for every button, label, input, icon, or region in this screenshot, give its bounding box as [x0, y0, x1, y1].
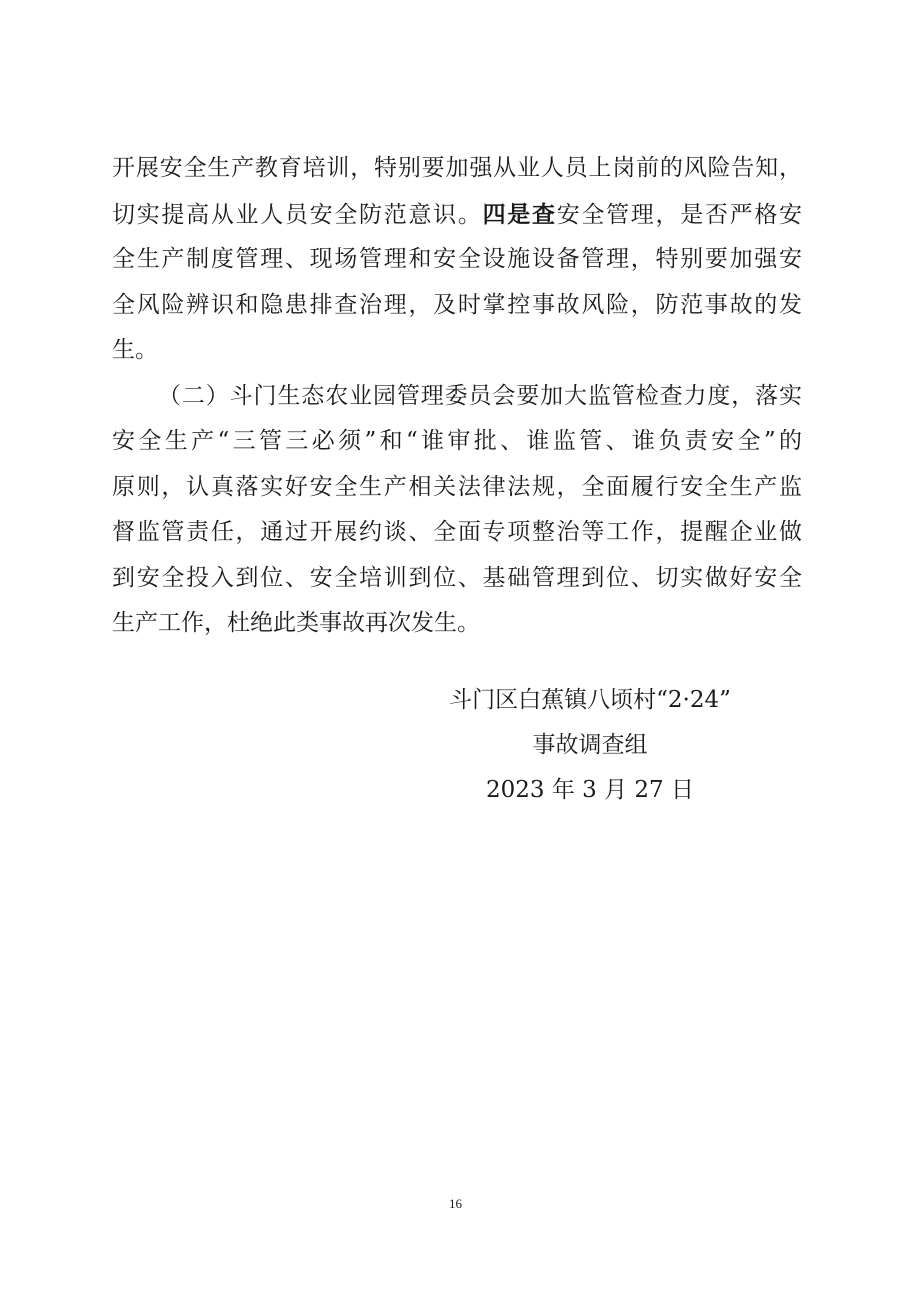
- paragraph-1-line-1: [112, 146, 802, 192]
- text-segment: 安全生产“三管三必须”和“谁审批、谁监管、谁负责安全”的: [112, 428, 806, 454]
- text-segment: 安全管理，是否严格安: [556, 201, 804, 228]
- paragraph-2-line-4: [112, 510, 802, 556]
- paragraph-2-line-3: [112, 465, 802, 511]
- paragraph-2-line-2: [112, 419, 806, 465]
- paragraph-1-line-4: [112, 283, 802, 329]
- text-segment: 到安全投入到位、安全培训到位、基础管理到位、切实做好安全: [112, 564, 804, 591]
- paragraph-1-line-3: [112, 237, 802, 283]
- signature-org-line-1: 斗门区白蕉镇八顷村“2·24”: [449, 687, 731, 713]
- text-segment: （二）斗门生态农业园管理委员会要加大监管检查力度，落实: [158, 382, 803, 409]
- text-segment: 全生产制度管理、现场管理和安全设施设备管理，特别要加强安: [112, 246, 804, 272]
- paragraph-2-line-5: [112, 556, 802, 602]
- text-segment: 切实提高从业人员安全防范意识。: [112, 201, 483, 228]
- text-segment: 生。: [112, 337, 158, 363]
- text-segment: 全风险辨识和隐患排查治理，及时掌控事故风险，防范事故的发: [112, 291, 804, 318]
- paragraph-1-line-5: [112, 328, 802, 374]
- paragraph-2-line-6: [112, 601, 802, 647]
- page-number: 16: [449, 1196, 462, 1211]
- bold-emphasis: 四是查: [482, 200, 557, 228]
- paragraph-1-line-2: [112, 192, 802, 238]
- signature-date: 2023 年 3 月 27 日: [486, 777, 694, 803]
- signature-block: [400, 678, 780, 813]
- text-segment: 原则，认真落实好安全生产相关法律法规，全面履行安全生产监: [112, 473, 804, 500]
- text-segment: 开展安全生产教育培训，特别要加强从业人员上岗前的风险告知，: [112, 155, 803, 181]
- paragraph-2-line-1: [112, 374, 802, 420]
- body-text: [112, 146, 806, 647]
- text-segment: 生产工作，杜绝此类事故再次发生。: [112, 610, 480, 636]
- signature-org-line-2: 事故调查组: [532, 732, 648, 758]
- text-segment: 督监管责任，通过开展约谈、全面专项整治等工作，提醒企业做: [112, 519, 804, 545]
